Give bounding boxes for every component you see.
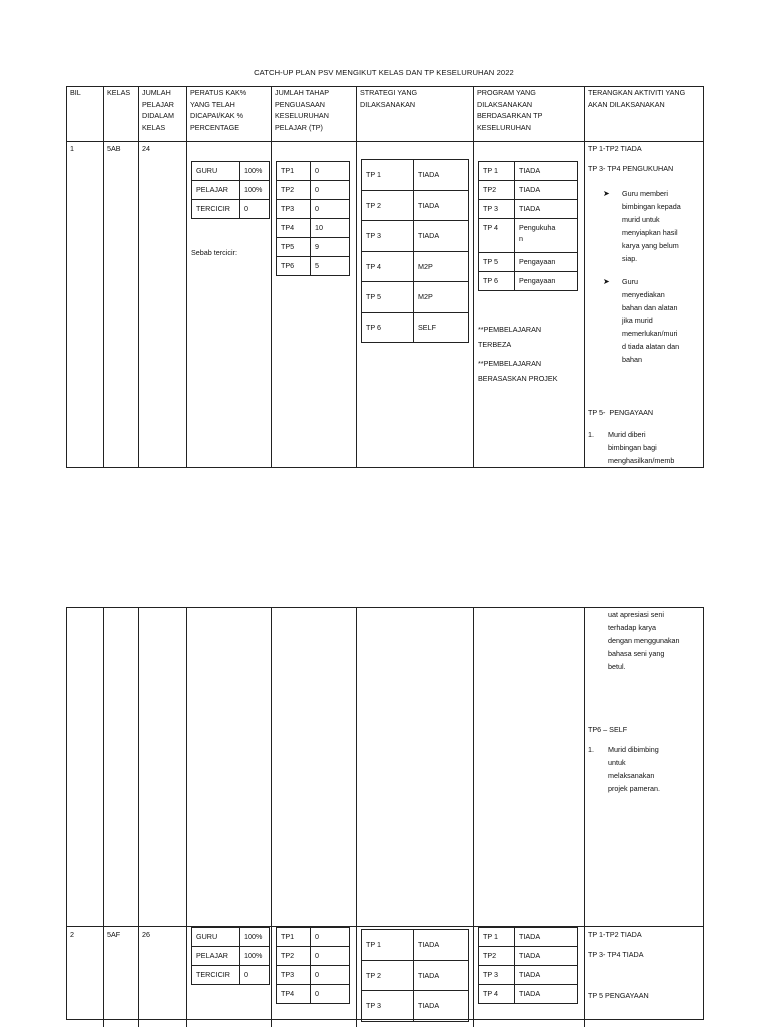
bullet-item: ➤ Guru memberi bimbingan kepada murid untuk menyiapkan hasil karya yang belum siap. (603, 189, 681, 263)
row1-aktiviti-numbered: 1. Murid diberi bimbingan bagi menghasilkan/memb (588, 430, 675, 465)
row2-tp-table: TP1 0 TP2 0 TP3 0 TP4 0 (276, 927, 350, 1004)
row1-aktiviti-tp3-tp4: TP 3- TP4 PENGUKUHAN (588, 164, 674, 173)
row1-aktiviti-tp5: TP 5- PENGAYAAN (588, 408, 654, 417)
row1-strategi-table: TP 1 TIADA TP 2 TIADA TP 3 TIADA TP 4 M2P TP 5 M2P TP 6 SELF (361, 159, 469, 343)
header-bil: BIL (70, 88, 81, 97)
catch-up-table-page-2 (66, 607, 704, 1027)
header-jumlah-pelajar: JUMLAH PELAJAR DIDALAM KELAS (142, 88, 174, 132)
header-strategi: STRATEGI YANG DILAKSANAKAN (360, 88, 418, 109)
header-program: PROGRAM YANG DILAKSANAKAN BERDASARKAN TP KESELURUHAN (477, 88, 543, 132)
row1-program-note-terbeza: **PEMBELAJARAN TERBEZA (478, 325, 542, 349)
row2-kelas: 5AF (107, 930, 121, 939)
header-aktiviti: TERANGKAN AKTIVITI YANG AKAN DILAKSANAKAN (588, 88, 686, 109)
arrow-bullet-icon: ➤ (603, 189, 610, 198)
row2-aktiviti-tp5: TP 5 PENGAYAAN (588, 991, 649, 1000)
arrow-bullet-icon: ➤ (603, 277, 610, 286)
continued-aktiviti-text: uat apresiasi seni terhadap karya dengan menggunakan bahasa seni yang betul. (608, 610, 680, 671)
continued-aktiviti-numbered: 1. Murid dibimbing untuk melaksanakan projek pameran. (588, 745, 660, 793)
row2-jumlah: 26 (142, 930, 150, 939)
row1-kelas: 5AB (107, 144, 121, 153)
row1-bil: 1 (70, 144, 74, 153)
row2-program-table: TP 1 TIADA TP2 TIADA TP 3 TIADA TP 4 TIADA (478, 927, 578, 1004)
row2-bil: 2 (70, 930, 74, 939)
row2-aktiviti-tp3-tp4: TP 3- TP4 TIADA (588, 950, 644, 959)
row1-program-note-projek: **PEMBELAJARAN BERASASKAN PROJEK (478, 359, 558, 383)
row1-aktiviti-bullets (603, 187, 703, 376)
bullet-item: ➤ Guru menyediakan bahan dan alatan jika murid memerlukan/muri d tiada alatan dan bahan (603, 277, 680, 364)
row2-peratus-table: GURU 100% PELAJAR 100% TERCICIR 0 (191, 927, 270, 985)
document-title: CATCH-UP PLAN PSV MENGIKUT KELAS DAN TP KESELURUHAN 2022 (254, 68, 514, 77)
row2-strategi-table: TP 1 TIADA TP 2 TIADA TP 3 TIADA (361, 929, 469, 1022)
row1-peratus-table: GURU 100% PELAJAR 100% TERCICIR 0 (191, 161, 270, 219)
header-peratus: PERATUS KAK% YANG TELAH DICAPAI/KAK % PERCENTAGE (190, 88, 247, 132)
row1-aktiviti-tp1-tp2: TP 1-TP2 TIADA (588, 144, 642, 153)
continued-tp6-heading: TP6 – SELF (588, 725, 628, 734)
row1-jumlah: 24 (142, 144, 150, 153)
header-kelas: KELAS (107, 88, 131, 97)
header-tahap: JUMLAH TAHAP PENGUASAAN KESELURUHAN PELAJAR (TP) (275, 88, 330, 132)
row1-sebab-tercicir: Sebab tercicir: (191, 248, 237, 257)
catch-up-table-page-1 (66, 86, 704, 468)
row2-aktiviti-tp1-tp2: TP 1-TP2 TIADA (588, 930, 642, 939)
row1-program-table: TP 1 TIADA TP2 TIADA TP 3 TIADA TP 4 Pengukuha n TP 5 Pengayaan TP 6 Pengayaan (478, 161, 578, 291)
row1-tp-table: TP1 0 TP2 0 TP3 0 TP4 10 TP5 9 TP6 5 (276, 161, 350, 276)
